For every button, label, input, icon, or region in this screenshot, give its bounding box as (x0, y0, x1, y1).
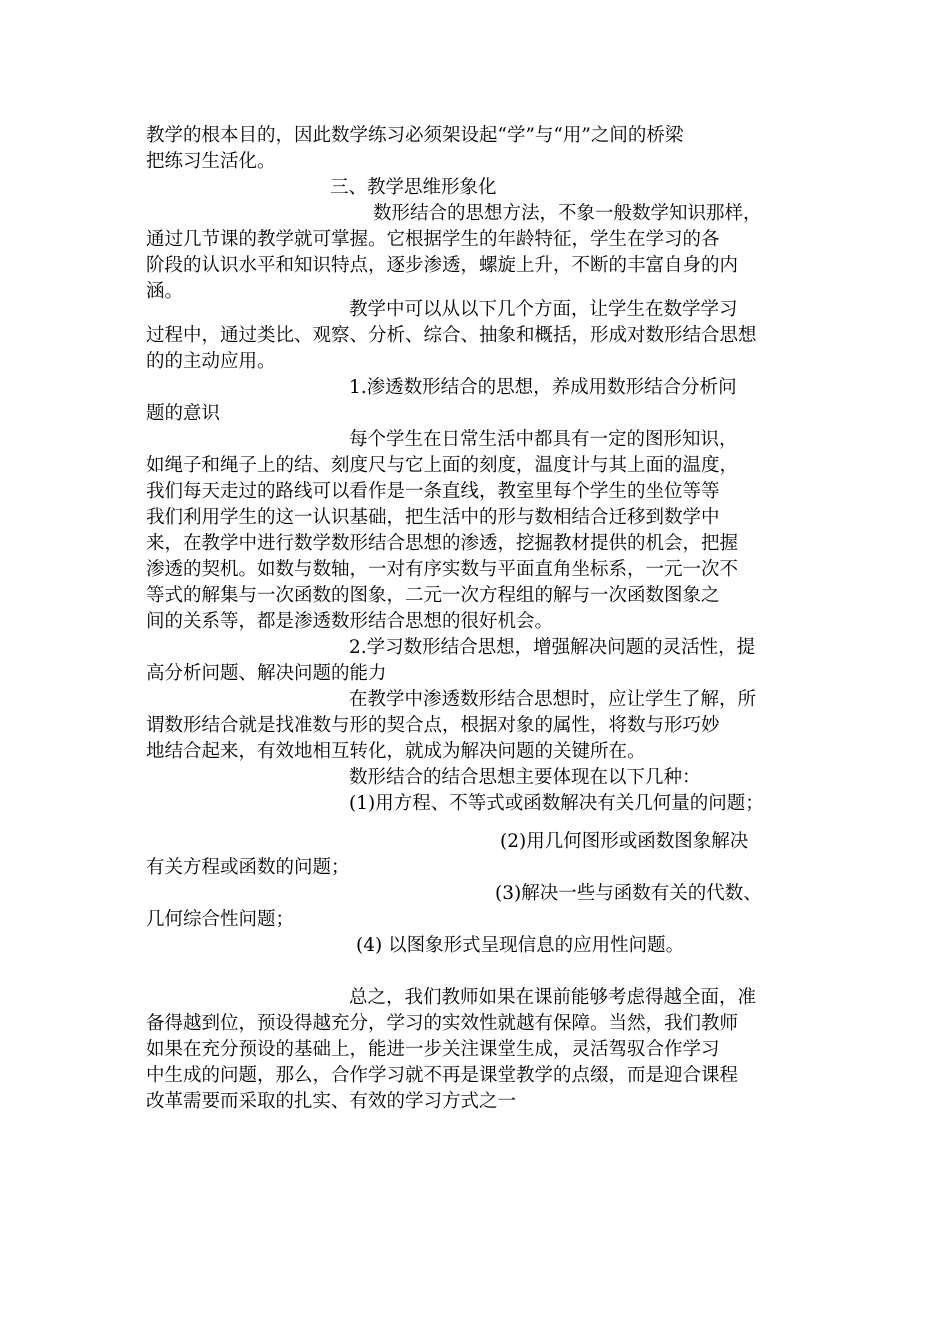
text-line: 数形结合的思想方法，不象一般数学知识那样， (373, 203, 762, 224)
list-item: (1)用方程、不等式或函数解决有关几何量的问题； (349, 793, 764, 814)
section-heading: 三、教学思维形象化 (330, 177, 497, 198)
text-line: 改革需要而采取的扎实、有效的学习方式之一 (146, 1091, 517, 1112)
subheading-line: 题的意识 (146, 403, 221, 424)
text-line: 在教学中渗透数形结合思想时，应让学生了解，所 (349, 689, 757, 710)
text-line: 把练习生活化。 (146, 151, 276, 172)
text-line: 渗透的契机。如数与数轴，一对有序实数与平面直角坐标系，一元一次不 (146, 559, 739, 580)
text-line: 间的关系等，都是渗透数形结合思想的很好机会。 (146, 611, 554, 632)
text-line: 教学中可以从以下几个方面，让学生在数学学习 (349, 299, 738, 320)
text-line: 每个学生在日常生活中都具有一定的图形知识， (349, 429, 738, 450)
text-line: 阶段的认识水平和知识特点，逐步渗透，螺旋上升，不断的丰富自身的内 (146, 255, 739, 276)
text-line: 我们每天走过的路线可以看作是一条直线，教室里每个学生的坐位等等 (146, 481, 720, 502)
text-line: 通过几节课的教学就可掌握。它根据学生的年龄特征，学生在学习的各 (146, 229, 720, 250)
text-line: 过程中，通过类比、观察、分析、综合、抽象和概括，形成对数形结合思想 (146, 325, 757, 346)
text-line: 教学的根本目的，因此数学练习必须架设起“学”与“用”之间的桥梁 (146, 125, 684, 146)
text-line: 数形结合的结合思想主要体现在以下几种： (349, 767, 701, 788)
text-line: 如果在充分预设的基础上，能进一步关注课堂生成，灵活驾驭合作学习 (146, 1039, 720, 1060)
text-line: 中生成的问题，那么，合作学习就不再是课堂教学的点缀，而是迎合课程 (146, 1065, 739, 1086)
text-line: 来，在教学中进行数学数形结合思想的渗透，挖掘教材提供的机会，把握 (146, 533, 739, 554)
text-line: 如绳子和绳子上的结、刻度尺与它上面的刻度，温度计与其上面的温度， (146, 455, 739, 476)
list-item: (4) 以图象形式呈现信息的应用性问题。 (356, 935, 685, 956)
text-line: 总之，我们教师如果在课前能够考虑得越全面，准 (349, 987, 757, 1008)
text-line: 地结合起来，有效地相互转化，就成为解决问题的关键所在。 (146, 741, 646, 762)
text-line: 备得越到位，预设得越充分，学习的实效性就越有保障。当然，我们教师 (146, 1013, 739, 1034)
text-line: 谓数形结合就是找准数与形的契合点，根据对象的属性，将数与形巧妙 (146, 715, 720, 736)
list-item: (2)用几何图形或函数图象解决 (500, 831, 749, 852)
text-line: 等式的解集与一次函数的图象，二元一次方程组的解与一次函数图象之 (146, 585, 720, 606)
subheading-line: 2.学习数形结合思想，增强解决问题的灵活性，提 (349, 637, 756, 658)
list-item: (3)解决一些与函数有关的代数、 (495, 883, 762, 904)
text-line: 我们利用学生的这一认识基础，把生活中的形与数相结合迁移到数学中 (146, 507, 720, 528)
text-line: 的的主动应用。 (146, 351, 276, 372)
text-line: 涵。 (146, 281, 184, 302)
list-item: 有关方程或函数的问题； (146, 857, 350, 878)
subheading-line: 1.渗透数形结合的思想，养成用数形结合分析问 (349, 377, 737, 398)
list-item: 几何综合性问题； (146, 909, 295, 930)
subheading-line: 高分析问题、解决问题的能力 (146, 663, 387, 684)
